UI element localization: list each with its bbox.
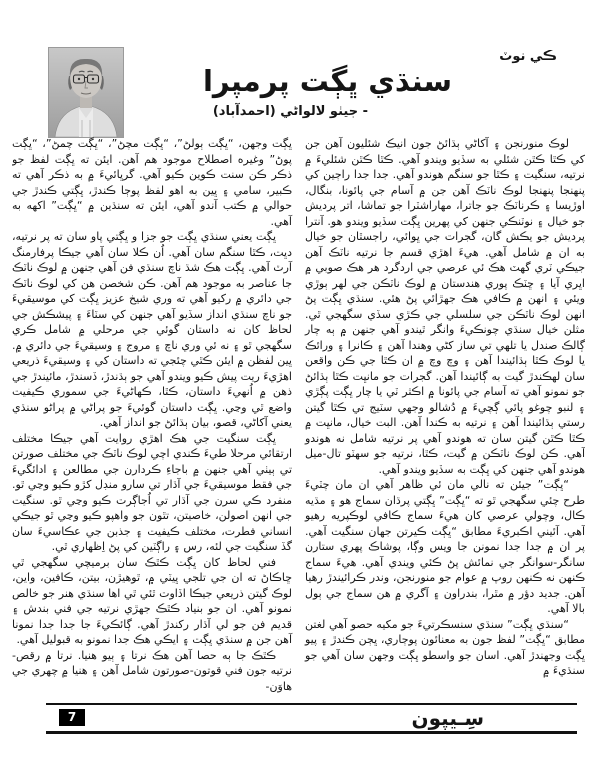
paragraph: ڀڳت وجهن، “ڀڳت ٻولڻ”، “ڀڳت مچڻ”، “ڀڳت چمڻ”، “ڀڳت پوڻ” وغيره اصطلاح موجود هم آهن. ايئن ته ڀڳت لفظ جو ذڪر ڪن سنت ڪوين ڪيو آهي. گرڀائيءَ ۾ به ذڪر آهي ته ڪبير، سامي ۽ ڀين به اهو لفظ پوڄا ڪندڙ، ڀڳتي ڪندڙ جي حوالي ۾ ڪتب آندو آهي، ايئن ته سنڌين ۾ “ڀڳت” اکهه به آهي. — [12, 137, 292, 228]
byline: - جيٺو لالواڻي (احمدآباد) — [212, 104, 368, 119]
page-number: 7 — [59, 709, 85, 726]
article-body — [12, 136, 585, 701]
section-label: ڪي نوٽ — [499, 49, 557, 64]
column-right — [305, 136, 585, 701]
paragraph: ڀڳت يعني سنڌي ڀڳت جو جزا و ڀڳتي پاو سان ته پر نرتيه، دڀت، ڪٿا سنگم سان آهي. اُن ڪلا سان آهي جيڪا پرفارمنگ آرٽ آهي. ڀڳت هڪ شڌ ناچ سنڌي فن آهي جنهن ۾ لوڪ ناٽڪ جا عناصر به موجود هم آهن. ڪن شخصن هن کي لوڪ ناٽڪ جي دائري ۾ رکيو آهي ته وري شيخ عزيز ڀڳت کي موسيقيءَ جو ناچ سنڌي انداز سڏيو آهي جنهن کي سٽاءَ ۽ پيشڪش جي لحاظ کان نه داستان گوئي جي مرحلي ۾ شامل ڪري سگهجي ٿو ۽ نه ئي وري ناچ ۽ مروج ۽ وسيقيءَ جي دائري ۾. ڀين لفظن ۾ ايئن ڪٿي چئجي ته داستان کي ۽ وسيقيءَ ذريعي اهڙيءَ ريت پيش ڪيو ويندو آهي جو ٻڌندڙ، ڏسندڙ، مائيندڙ جي ذهن ۾ اُنهيءَ داستان، ڪٿا، ڪهاڻيءَ جي سموري ڪيفيت واضع ٿي وڃي. ڀڳت داستان گوئيءَ جو پراڻي ۾ پراڻو سنڌي يعني آکاڻي، قصو، بيان ٻڌائڻ جو انداز آهي. — [12, 230, 292, 429]
paragraph: “سنڌي ڀڳت” سنڌي سنسڪرتيءَ جو مکيه حصو آهي لغتن مطابق “ڀڳت” لفظ جون به معنائون پوڄاري، ڀڄن ڪندڙ ۽ پيو ڀڳت وجهندڙ آهي. اسان جو واسطو ڀڳت وجهن سان آهي جو سنڌيءَ ۾ — [305, 617, 585, 677]
paragraph: ڀڳت سنگيت جي هڪ اهڙي روايت آهي جيڪا مختلف ارتقائي مرحلا طيءَ ڪندي اچي لوڪ ناٽڪ جي مختلف صورتن تي ٻيٺي آهي جنهن ۾ باجاءِ ڪردارن جي مطالعن ۽ ادائگيءَ جي فقط موسيقيءَ جي آڌار تي سارو منڊل کڙو ڪيو وڃي ٿو. منفرد ڪي سرن جي آڌار تي اُجاڳرت ڪيو وڃي ٿو. سنگيت جي انهن اصولن، خاصيتن، تٿون جو واهپو ڪيو وڃي ٿو جيڪي انساني فطرت، مختلف ڪيفيت ۽ جذبن جي عڪاسيءَ سان گڏ سنگيت جي لئه، رس ۽ راڳٽين کي پڻ اِظهاري ٿي. — [12, 431, 292, 553]
column-left — [12, 136, 292, 701]
paragraph: لوڪ منورنجن ۽ آکاڻي ٻڌائڻ جون انيڪ شئليون آهن جن کي ڪٿا ڪٿن شئلي به سڏيو ويندو آهي. ڪٿا ڪٿن شئليءَ ۾ نرتيه، سنگيت ۽ ڪٿا جو سنگم هوندو آهي. جدا جدا راڄين کي پنهنجا پنهنجا لوڪ ناٽڪ آهن جن ۾ آسام جي پائونا، بنگال، اوڙيسا ۽ ڪرناٽڪ جو جاترا، مهاراشٽرا جو تماشا، اتر پرديش جو خيال ۽ نوٽنڪي جنهن کي پهرين ڀڳت سڏيو ويندو هو. آنترا پرديش جو يڪش گان، گجرات جي ڀوائي، راجسٿان جو خيال به ان ۾ شامل آهي. هيءَ اهڙي قسم جا نرتيه ناٽڪ آهن جيڪي ٽري گهٽ هڪ ئي عرصي جي اردگرد هر هڪ صوبي ۾ اڀري آيا ۽ ڇٽڪ پوري هندستان ۾ لوڪ ناٽڪن جي لهر ٻوڙي ويئي ۽ انهن ۾ ڪافي هڪ جهڙائي پڻ هئي. سنڌي ڀڳت پڻ انهن لوڪ ناٽڪن جي سلسلي جي ڪڙي سڏي سگهجي ٿي. مثلن خيال سنڌي چونڪيءَ وانگر ٿيندو آهي جنهن ۾ ٻه چار ڳالڪ صندل يا تلهي تي ساز کڻي وهندا آهن ۽ ڪانرا ۽ ورائڪ يا لوڪ ڪٿا ٻڌائيندا آهن ۽ وچ وچ ۾ ان ڪٿا جي ڪن واقعن سان لهڪندڙ گيت به ڳائيندا آهن. گجرات جو مانڀت ڪٿا ٻڌائڻ جو نمونو آهي ته آسام جي پائونا ۾ اڪثر ٽي يا چار ڀڳت پڳڙي ۽ لنبو چوغو پائي ڳچيءَ ۾ دُشالو وجهي سٽيج تي ڪٿا گيتن رستي ٻڌائيندا آهن ۽ نرتيه به ڪندا آهن. البت خيال، مانڀت ۾ ڪٿا ڪٿن گيتن سان ته هوندو آهي پر نرتيه شامل نه هوندو آهي. ڪن لوڪ ناٽڪن ۾ گيت، ڪٿا، نرتيه جو سهٽو تال-ميل هوندو آهي جنهن کي ڀڳت به سڏيو ويندو آهي. — [305, 137, 585, 476]
portrait-illustration — [49, 48, 123, 137]
article-title: سنڌي ڀڳت پرمپرا — [202, 64, 452, 98]
footer-band — [46, 703, 577, 734]
paragraph: فني لحاظ کان ڀڳت ڪٿڪ سان برميچي سگهجي ٿي ڇاڪاڻ ته ان جي تلجي ڀيٽي ۾، ٿوهيڙن، بيتن، ڪافين، واين، لوڪ گيتن ذريعي جيڪا اڏاوت ٿئي ٿي اها سنڌي هنر جو خالص نمونو آهي. ان جو بنياد ڪٿڪ جهڙي نرتيه جي فني بندش ۽ قديم فن جو لي آڌار رکندڙ آهي. ڳائڪيءَ جا جدا جدا نمونا آهن جن ۾ سنڌي ڀڳت ۽ ايڪي هڪ جدا نمونو به قبوليل آهي. — [12, 555, 292, 646]
paragraph: ڪٿڪ جا ٻه حصا آهن هڪ نرتا ۽ ٻيو هنيا. نرتا ۾ رقص-نرتيه جون فني قوتون-صورتون شامل آهن ۽ هنيا ۾ چهري جي هاوَن- — [12, 648, 292, 693]
paragraph: “ڀڳت” جيئن ته نالي مان ئي ظاهر آهي ان مان چٽيءَ طرح چئي سگهجي ٿو ته “ڀڳت” ڀڳتي پرڌان سماج هو ۽ مڌيه ڪال، وچولي عرصي کان هيءَ سماج ڪافي لوڪپريه رهيو آهي. آئيني اڪبريءَ مطابق “ڀڳت ڪيرتن جهان سنگيت آهي. پر ان ۾ جدا جدا نمونن جا ويس وڳا، پوشاڪ پهري ستارن سانگر-سوانگر جي نمائش پڻ ڪئي ويندي آهي. هيءَ سماج ڪنهن نه ڪنهن روپ ۾ عوام جو منورنجن، وندر ڪرائيندڙ رهيا آهن. جديد دؤر ۾ مٿرا، بندراون ۽ آگري ۾ هن سماج جي ٻول بالا آهي. — [305, 478, 585, 615]
author-photo — [48, 47, 124, 138]
magazine-logo: سِـيپون — [411, 706, 484, 730]
